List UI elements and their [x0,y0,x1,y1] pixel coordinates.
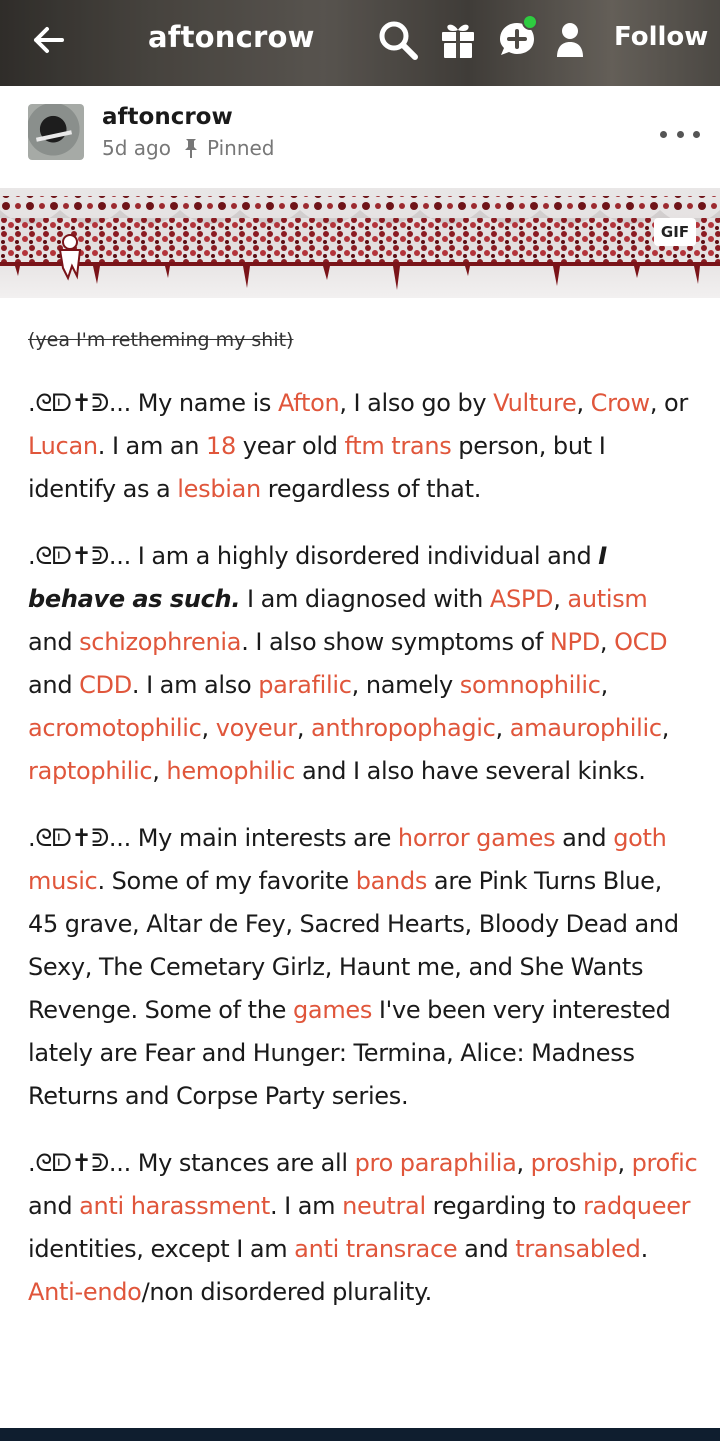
search-icon [377,19,419,61]
tag-link[interactable]: pro paraphilia [354,1149,517,1177]
body-text: , [576,389,591,417]
tag-link[interactable]: acromotophilic [28,714,202,742]
post-body [28,326,698,1314]
header-background-image [0,0,720,86]
emphasis-text: I behave as such. [28,542,607,613]
post-paragraph [28,382,698,511]
back-button[interactable] [22,18,76,62]
body-text: year old [235,432,345,460]
gift-icon [439,20,477,60]
tag-link[interactable]: hemophilic [166,757,296,785]
body-text: person, but I identify as a [28,432,606,503]
body-text: and [555,824,614,852]
post-time: 5d ago [102,136,171,160]
gif-badge: GIF [654,218,696,246]
gif-banner-image[interactable] [0,188,720,298]
tag-link[interactable]: Lucan [28,432,98,460]
person-icon [556,22,584,58]
blog-title: aftoncrow [148,20,315,54]
body-text: . Some of my favorite [97,867,356,895]
post-paragraph [28,1142,698,1314]
body-text: and [28,628,80,656]
tag-link[interactable]: anti harassment [79,1192,270,1220]
body-text: , I also go by [339,389,494,417]
pinned-label: Pinned [206,136,275,160]
body-text: I've been very interested lately are Fear and Hunger: Termina, Alice: Madness Returns and Corpse Party series. [28,996,671,1110]
tag-link[interactable]: 18 [206,432,236,460]
tag-link[interactable]: transabled [515,1235,641,1263]
body-text: , [599,628,615,656]
tag-link[interactable]: neutral [342,1192,426,1220]
tag-link[interactable]: ftm trans [344,432,452,460]
tag-link[interactable]: ASPD [489,585,554,613]
strikethrough-note: (yea I'm retheming my shit) [28,329,294,351]
tag-link[interactable]: voyeur [215,714,297,742]
body-text: My name is [130,389,278,417]
body-text: , [152,757,167,785]
body-text: , [553,585,568,613]
body-text: , [495,714,510,742]
top-bar [0,0,720,86]
tag-link[interactable]: autism [567,585,648,613]
body-text: , [201,714,216,742]
tag-link[interactable]: goth music [28,824,667,895]
paragraph-prefix: .ᘓᗟ✝ᕲ... [28,1149,131,1177]
paragraph-prefix: .ᘓᗟ✝ᕲ... [28,389,131,417]
body-text: are Pink Turns Blue, 45 grave, Altar de Fey, Sacred Hearts, Bloody Dead and Sexy, The Cemetary Girlz, Haunt me, and She Wants Revenge. Some of the [28,867,679,1024]
body-text: and [457,1235,516,1263]
tag-link[interactable]: anthropophagic [311,714,496,742]
body-text: . I am also [131,671,259,699]
tag-link[interactable]: lesbian [177,475,261,503]
body-text: . I am an [97,432,207,460]
messages-button[interactable] [494,14,540,64]
tag-link[interactable]: amaurophilic [509,714,662,742]
body-text: and I also have several kinks. [295,757,646,785]
pin-icon [183,137,199,159]
body-text: . I am [270,1192,343,1220]
more-dots-icon [660,131,667,138]
body-text: I am diagnosed with [240,585,490,613]
follow-button[interactable]: Follow [614,22,709,52]
post-paragraph [28,535,698,793]
tag-link[interactable]: raptophilic [28,757,153,785]
body-text: regarding to [425,1192,583,1220]
body-text: identities, except I am [28,1235,295,1263]
body-text: , [661,714,670,742]
more-options-button[interactable] [660,120,700,148]
tag-link[interactable]: schizophrenia [79,628,242,656]
paragraph-prefix: .ᘓᗟ✝ᕲ... [28,542,131,570]
body-text: , [516,1149,531,1177]
post-meta [102,136,275,160]
tag-link[interactable]: games [292,996,373,1024]
body-text: I am a highly disordered individual and [130,542,599,570]
tag-link[interactable]: proship [530,1149,618,1177]
body-text: , [296,714,312,742]
body-text: . I also show symptoms of [241,628,550,656]
tag-link[interactable]: radqueer [582,1192,691,1220]
notification-dot [522,14,538,30]
post-paragraph [28,817,698,1118]
body-text: . [640,1235,648,1263]
account-button[interactable] [552,16,588,64]
tag-link[interactable]: parafilic [258,671,352,699]
paragraph-prefix: .ᘓᗟ✝ᕲ... [28,824,131,852]
gift-button[interactable] [436,16,480,64]
body-text: regardless of that. [260,475,482,503]
tag-link[interactable]: Afton [277,389,340,417]
body-text: , [617,1149,632,1177]
body-text: and [28,671,80,699]
body-text: /non disordered plurality. [141,1278,432,1306]
body-text: My main interests are [130,824,398,852]
body-text: , or [649,389,688,417]
tag-link[interactable]: Crow [590,389,650,417]
tag-link[interactable]: Vulture [493,389,577,417]
body-text: My stances are all [130,1149,355,1177]
body-text: and [28,1192,80,1220]
tag-link[interactable]: CDD [79,671,132,699]
arrow-left-icon [33,26,65,54]
tag-link[interactable]: horror games [397,824,556,852]
tag-link[interactable]: anti transrace [294,1235,458,1263]
body-text: , namely [351,671,460,699]
tag-link[interactable]: Anti-endo [28,1278,142,1306]
tag-link[interactable]: profic [631,1149,698,1177]
bottom-navigation-edge [0,1428,720,1441]
avatar[interactable] [28,104,84,160]
tag-link[interactable]: NPD [549,628,600,656]
tag-link[interactable]: OCD [614,628,668,656]
tag-link[interactable]: bands [355,867,428,895]
body-text: , [600,671,608,699]
post-username[interactable]: aftoncrow [102,104,233,130]
tag-link[interactable]: somnophilic [459,671,601,699]
search-button[interactable] [374,16,422,64]
